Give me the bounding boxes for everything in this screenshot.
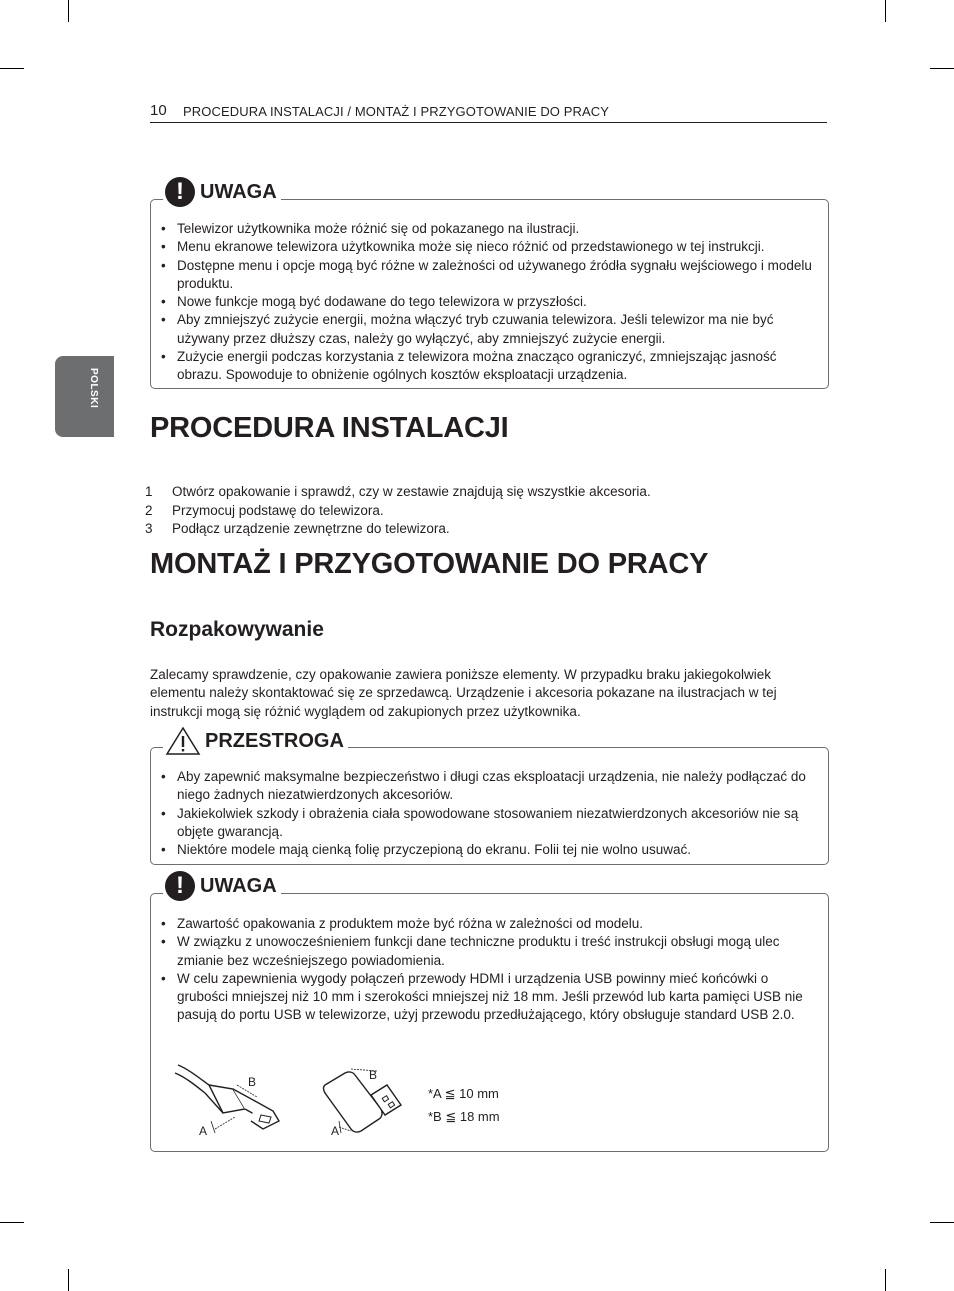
crop-mark bbox=[0, 1222, 24, 1223]
section-title: PROCEDURA INSTALACJI bbox=[150, 412, 509, 444]
list-item: • Menu ekranowe telewizora użytkownika może się nieco różnić od przedstawionego w tej instrukcji. bbox=[159, 238, 818, 256]
dimension-label-b: B bbox=[369, 1068, 378, 1082]
intro-paragraph: Zalecamy sprawdzenie, czy opakowanie zawiera poniższe elementy. W przypadku braku jakiegokolwiek elementu należy skontaktować się ze sprzedawcą. Urządzenie i akcesoria pokazane na ilustracjach w tej instrukcji mogą się różnić wyglądem od zakupionych przez użytkownika. bbox=[150, 667, 777, 719]
list-item: 1 Otwórz opakowanie i sprawdź, czy w zestawie znajdują się wszystkie akcesoria. bbox=[145, 484, 651, 499]
list-item: • Telewizor użytkownika może różnić się od pokazanego na ilustracji. bbox=[159, 220, 818, 238]
dimension-label-a: A bbox=[331, 1124, 340, 1138]
list-item: • Jakiekolwiek szkody i obrażenia ciała spowodowane stosowaniem niezatwierdzonych akcesoriów nie są objęte gwarancją. bbox=[159, 805, 818, 842]
hdmi-plug-diagram bbox=[173, 1059, 288, 1139]
list-item: • Dostępne menu i opcje mogą być różne w zależności od używanego źródła sygnału wejściowego i modelu produktu. bbox=[159, 257, 818, 294]
page-header bbox=[150, 102, 827, 123]
note-box-header bbox=[163, 871, 281, 901]
note-box bbox=[150, 178, 829, 389]
note-title: UWAGA bbox=[200, 874, 277, 897]
list-item: • Niektóre modele mają cienką folię przyczepioną do ekranu. Folii tej nie wolno usuwać. bbox=[159, 841, 818, 859]
exclamation-icon: ! bbox=[165, 871, 195, 901]
crop-mark bbox=[0, 68, 24, 69]
language-tab bbox=[55, 356, 114, 437]
section-title: MONTAŻ I PRZYGOTOWANIE DO PRACY bbox=[150, 548, 709, 580]
steps-list bbox=[145, 483, 825, 539]
list-item: • Zużycie energii podczas korzystania z telewizora można znacząco ograniczyć, zmniejszając jasność obrazu. Spowoduje to obniżenie ogólnych kosztów eksploatacji urządzenia. bbox=[159, 348, 818, 385]
list-item: 2 Przymocuj podstawę do telewizora. bbox=[145, 502, 384, 518]
exclamation-icon: ! bbox=[165, 177, 195, 207]
running-head: PROCEDURA INSTALACJI / MONTAŻ I PRZYGOTOWANIE DO PRACY bbox=[183, 104, 610, 119]
caution-title: PRZESTROGA bbox=[205, 729, 344, 752]
warning-triangle-icon bbox=[165, 726, 201, 756]
page-number: 10 bbox=[150, 102, 167, 119]
crop-mark bbox=[930, 1222, 954, 1223]
note-box-header bbox=[163, 177, 281, 207]
spec-a: *A ≦ 10 mm bbox=[428, 1086, 499, 1101]
list-item: • Aby zmniejszyć zużycie energii, można włączyć tryb czuwania telewizora. Jeśli telewizor ma nie być używany przez dłuższy czas, należy go wyłączyć, aby zmniejszyć zużycie energii. bbox=[159, 311, 818, 348]
list-item: • Zawartość opakowania z produktem może być różna w zależności od modelu. bbox=[159, 915, 818, 933]
crop-mark bbox=[68, 1269, 69, 1291]
note-list bbox=[159, 220, 818, 385]
caution-box bbox=[150, 729, 829, 865]
note-list bbox=[159, 915, 818, 1025]
list-item: 3 Podłącz urządzenie zewnętrzne do telewizora. bbox=[145, 521, 450, 536]
list-item: • Nowe funkcje mogą być dodawane do tego telewizora w przyszłości. bbox=[159, 293, 818, 311]
list-item: • Aby zapewnić maksymalne bezpieczeństwo i długi czas eksploatacji urządzenia, nie należy podłączać do niego żadnych niezatwierdzonych akcesoriów. bbox=[159, 768, 818, 805]
spec-b: *B ≦ 18 mm bbox=[428, 1109, 500, 1124]
crop-mark bbox=[68, 0, 69, 22]
language-tab-label: POLSKI bbox=[88, 368, 99, 409]
list-item: • W związku z unowocześnieniem funkcji dane techniczne produktu i treść instrukcji obsługi mogą ulec zmianie bez wcześniejszego powiadomienia. bbox=[159, 933, 818, 970]
list-item: • W celu zapewnienia wygody połączeń przewody HDMI i urządzenia USB powinny mieć końcówki o grubości mniejszej niż 10 mm i szerokości mniejszej niż 18 mm. Jeśli przewód lub karta pamięci USB nie pasują do portu USB w telewizorze, użyj przewodu przedłużającego, który obsługuje standard USB 2.0. bbox=[159, 970, 818, 1025]
crop-mark bbox=[885, 1269, 886, 1291]
caution-list bbox=[159, 768, 818, 859]
note-box bbox=[150, 872, 829, 1152]
crop-mark bbox=[885, 0, 886, 22]
caution-box-header bbox=[163, 726, 348, 756]
subsection-title: Rozpakowywanie bbox=[150, 618, 324, 641]
crop-mark bbox=[930, 68, 954, 69]
dimension-label-b: B bbox=[248, 1075, 257, 1089]
note-title: UWAGA bbox=[200, 180, 277, 203]
dimension-label-a: A bbox=[199, 1124, 208, 1138]
